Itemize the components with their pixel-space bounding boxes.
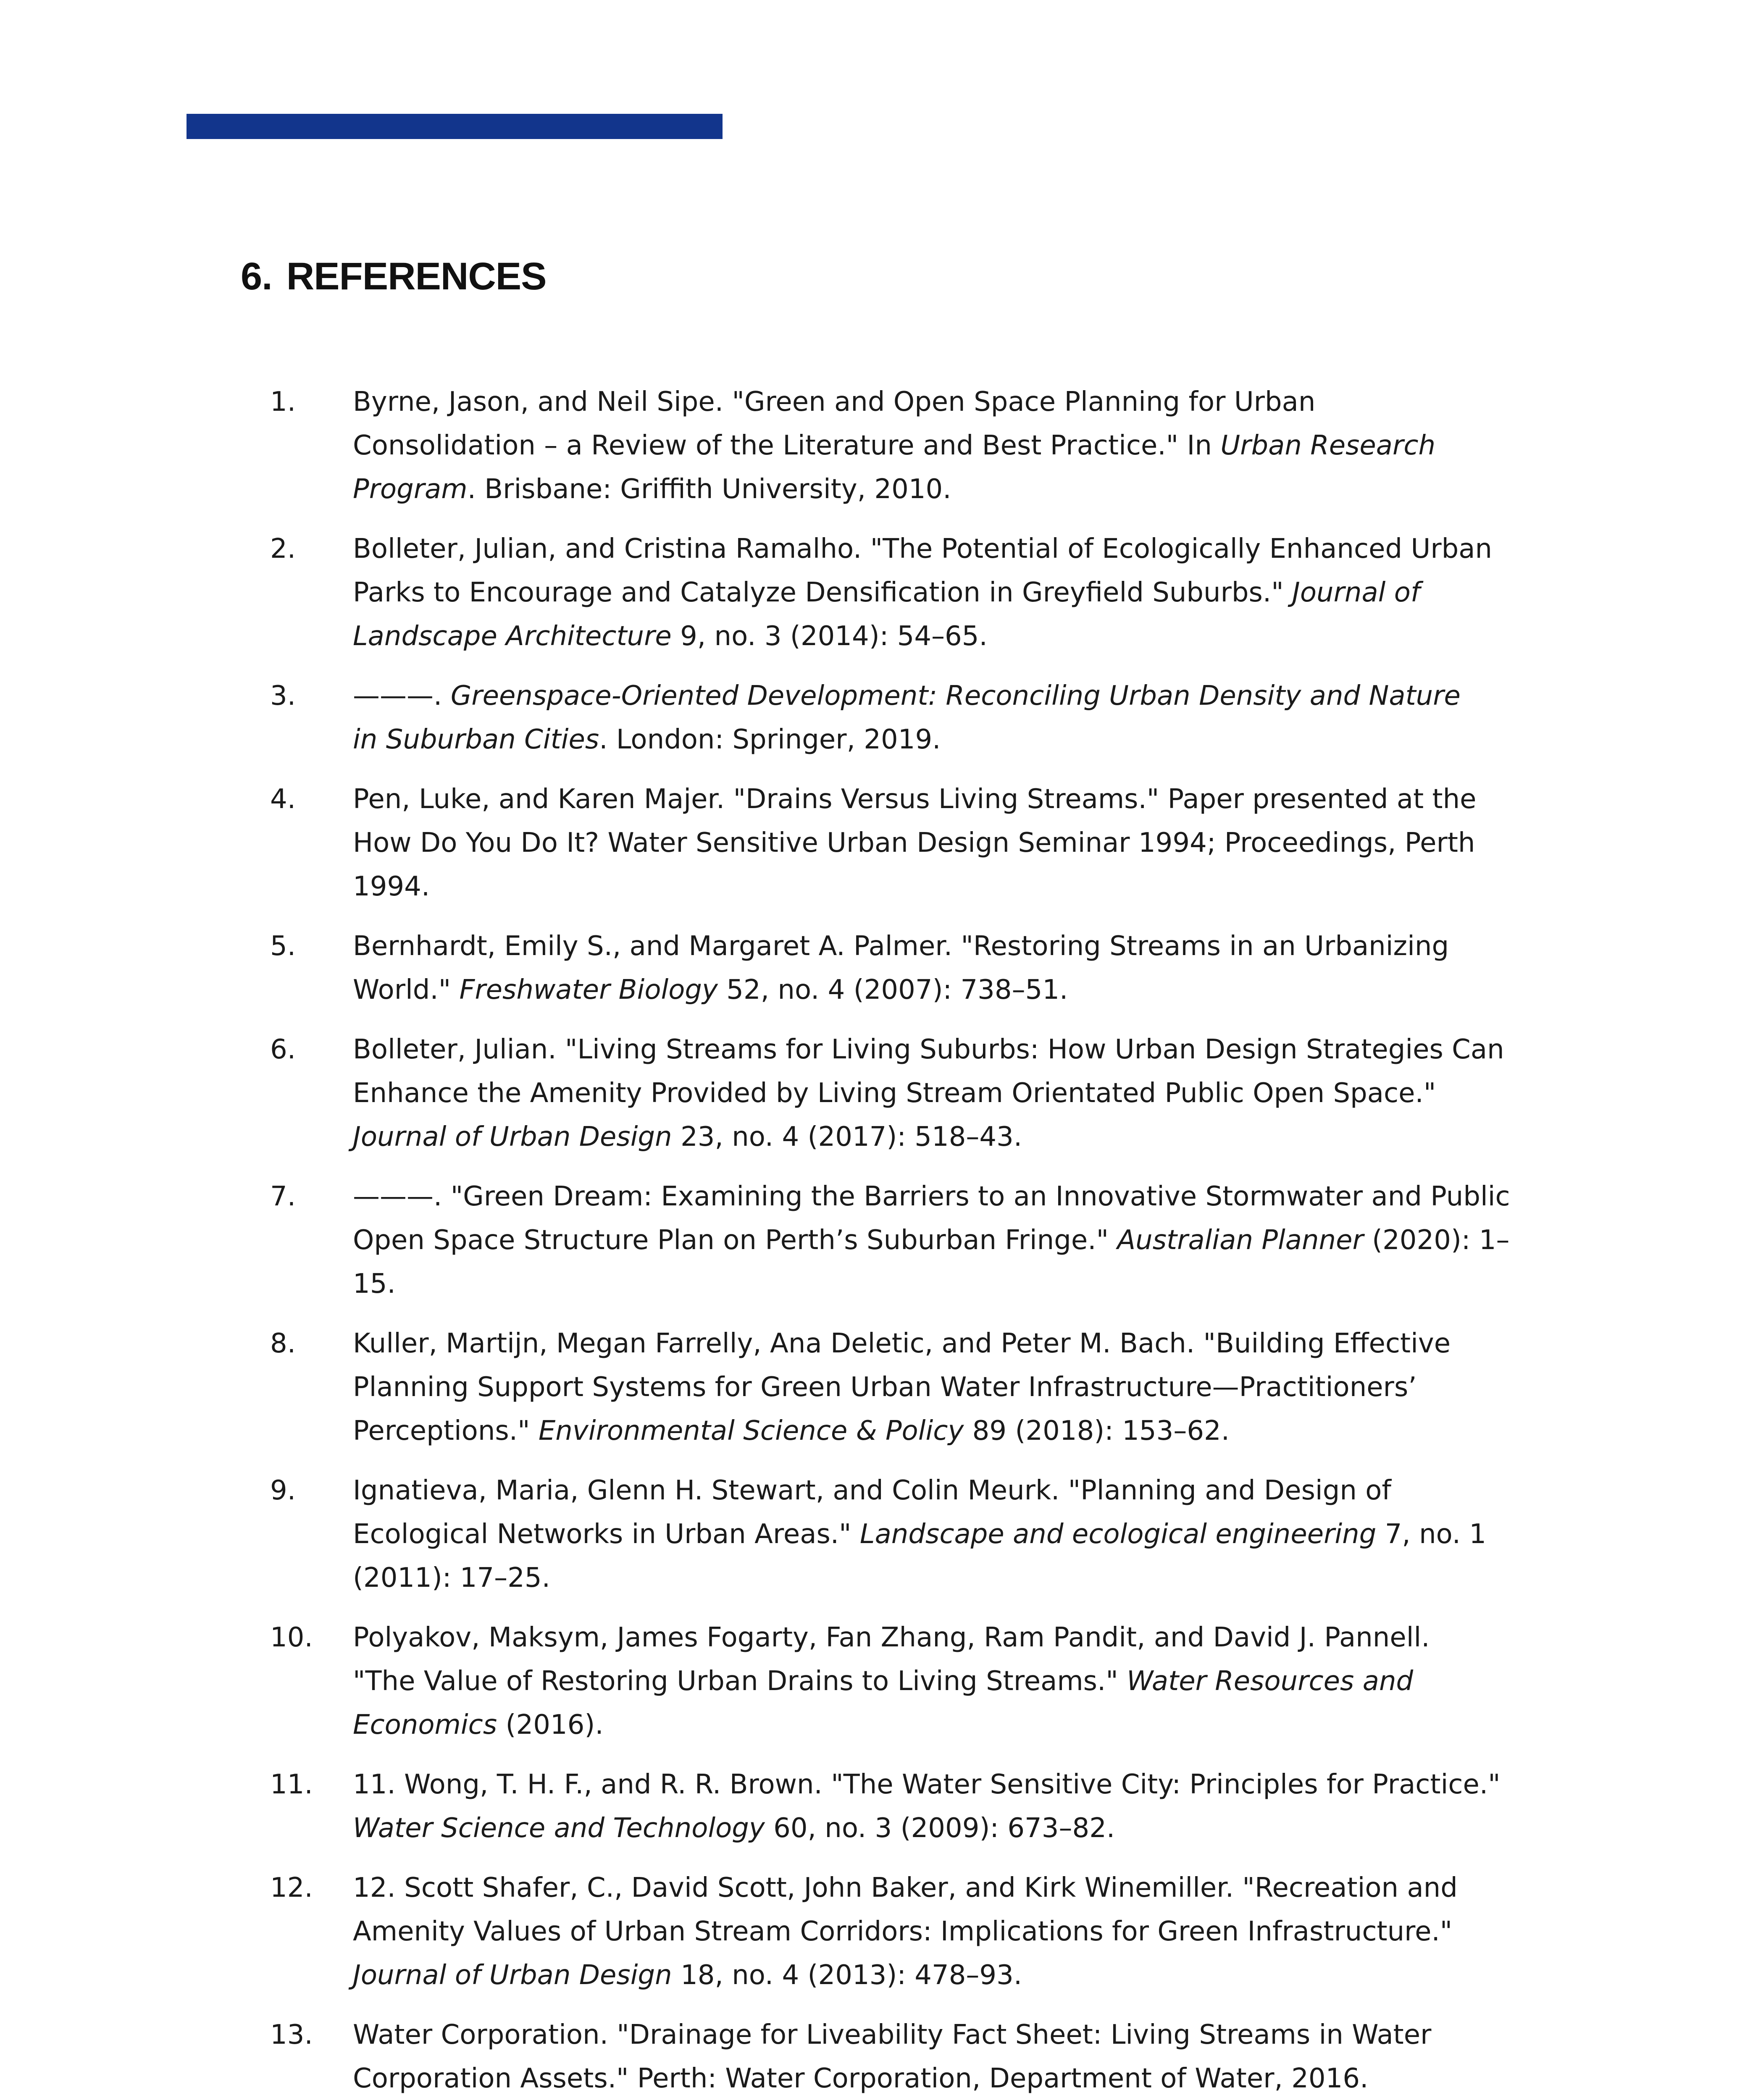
reference-italic-text: Journal of Urban Design — [353, 1960, 672, 1991]
reference-line — [353, 1365, 1417, 1409]
reference-text: Bernhardt, Emily S., and Margaret A. Palmer. "Restoring Streams in an Urbanizing — [353, 931, 1449, 962]
reference-text: Bolleter, Julian, and Cristina Ramalho. "The Potential of Ecologically Enhanced Urban — [353, 533, 1493, 564]
reference-number: 3. — [270, 680, 296, 711]
reference-line — [353, 571, 1420, 614]
reference-italic-text: Landscape and ecological engineering — [859, 1519, 1377, 1550]
reference-line — [353, 1910, 1452, 1953]
reference-line — [353, 1469, 1391, 1512]
reference-text: Byrne, Jason, and Neil Sipe. "Green and Open Space Planning for Urban — [353, 386, 1316, 417]
reference-text: Parks to Encourage and Catalyze Densification in Greyfield Suburbs." — [353, 577, 1292, 608]
reference-text: 1994. — [353, 871, 430, 902]
reference-text: How Do You Do It? Water Sensitive Urban Design Seminar 1994; Proceedings, Perth — [353, 827, 1475, 858]
reference-text: . Brisbane: Griffith University, 2010. — [467, 474, 951, 505]
reference-text: Corporation Assets." Perth: Water Corporation, Department of Water, 2016. — [353, 2063, 1369, 2094]
reference-text: 11. Wong, T. H. F., and R. R. Brown. "The Water Sensitive City: Principles for Practice." — [353, 1769, 1500, 1800]
reference-number: 10. — [270, 1622, 313, 1653]
reference-line — [353, 467, 951, 511]
reference-text: Amenity Values of Urban Stream Corridors: Implications for Green Infrastructure." — [353, 1916, 1453, 1947]
reference-line — [353, 865, 430, 908]
reference-number: 12. — [270, 1872, 313, 1903]
reference-text: Planning Support Systems for Green Urban Water Infrastructure—Practitioners’ — [353, 1372, 1417, 1403]
reference-italic-text: Journal of Urban Design — [353, 1121, 672, 1152]
reference-text: 52, no. 4 (2007): 738–51. — [717, 974, 1068, 1005]
reference-italic-text: Landscape Architecture — [353, 621, 672, 652]
reference-text: (2020): 1– — [1363, 1225, 1510, 1256]
reference-line — [353, 777, 1477, 821]
reference-text: 89 (2018): 153–62. — [964, 1415, 1230, 1446]
reference-line — [353, 1616, 1430, 1659]
reference-italic-text: Economics — [353, 1709, 497, 1740]
reference-text: (2016). — [497, 1709, 604, 1740]
section-title: REFERENCES — [286, 255, 547, 298]
reference-line — [353, 1262, 396, 1306]
reference-line — [353, 821, 1475, 865]
header-accent-bar — [187, 114, 723, 139]
reference-text: Polyakov, Maksym, James Fogarty, Fan Zhang, Ram Pandit, and David J. Pannell. — [353, 1622, 1430, 1653]
reference-text: Kuller, Martijn, Megan Farrelly, Ana Deletic, and Peter M. Bach. "Building Effective — [353, 1328, 1451, 1359]
reference-text: Pen, Luke, and Karen Majer. "Drains Versus Living Streams." Paper presented at the — [353, 784, 1477, 815]
reference-line — [353, 1512, 1486, 1556]
reference-line — [353, 1028, 1504, 1071]
reference-italic-text: Freshwater Biology — [459, 974, 718, 1005]
reference-line — [353, 614, 988, 658]
reference-text: (2011): 17–25. — [353, 1562, 550, 1593]
reference-number: 4. — [270, 784, 296, 815]
reference-line — [353, 1218, 1510, 1262]
reference-number: 8. — [270, 1328, 296, 1359]
reference-text: 18, no. 4 (2013): 478–93. — [672, 1960, 1022, 1991]
reference-italic-text: in Suburban Cities — [353, 724, 599, 755]
reference-text: 7, no. 1 — [1376, 1519, 1487, 1550]
reference-text: Enhance the Amenity Provided by Living Stream Orientated Public Open Space." — [353, 1078, 1436, 1109]
reference-line — [353, 968, 1068, 1012]
reference-line — [353, 924, 1449, 968]
reference-text: 15. — [353, 1268, 396, 1299]
reference-number: 13. — [270, 2019, 313, 2050]
reference-line — [353, 424, 1435, 467]
reference-italic-text: Journal of — [1292, 577, 1420, 608]
reference-line — [353, 1953, 1022, 1997]
reference-number: 11. — [270, 1769, 313, 1800]
reference-text: Consolidation – a Review of the Literature and Best Practice." In — [353, 430, 1221, 461]
reference-number: 6. — [270, 1034, 296, 1065]
reference-italic-text: Program — [353, 474, 468, 505]
reference-text: Water Corporation. "Drainage for Liveability Fact Sheet: Living Streams in Water — [353, 2019, 1432, 2050]
reference-line — [353, 1556, 550, 1600]
reference-number: 2. — [270, 533, 296, 564]
reference-text: ———. "Green Dream: Examining the Barriers to an Innovative Stormwater and Public — [353, 1181, 1510, 1212]
reference-line — [353, 1763, 1500, 1806]
reference-text: Bolleter, Julian. "Living Streams for Living Suburbs: How Urban Design Strategies Can — [353, 1034, 1504, 1065]
reference-italic-text: Water Resources and — [1127, 1666, 1414, 1697]
reference-number: 7. — [270, 1181, 296, 1212]
reference-line — [353, 674, 1461, 718]
reference-line — [353, 1866, 1458, 1910]
reference-line — [353, 1071, 1436, 1115]
reference-line — [353, 1322, 1451, 1365]
reference-italic-text: Australian Planner — [1117, 1225, 1364, 1256]
section-number: 6. — [241, 255, 272, 298]
reference-line — [353, 718, 941, 761]
reference-text: Perceptions." — [353, 1415, 539, 1446]
reference-text: Ecological Networks in Urban Areas." — [353, 1519, 860, 1550]
reference-text: "The Value of Restoring Urban Drains to Living Streams." — [353, 1666, 1127, 1697]
reference-line — [353, 1703, 604, 1747]
reference-text: 12. Scott Shafer, C., David Scott, John Baker, and Kirk Winemiller. "Recreation and — [353, 1872, 1458, 1903]
reference-line — [353, 1659, 1413, 1703]
reference-italic-text: Urban Research — [1220, 430, 1436, 461]
reference-italic-text: Water Science and Technology — [353, 1813, 765, 1844]
reference-italic-text: Greenspace-Oriented Development: Reconciling Urban Density and Nature — [450, 680, 1461, 711]
reference-line — [353, 1806, 1115, 1850]
reference-text: 60, no. 3 (2009): 673–82. — [765, 1813, 1115, 1844]
reference-text: 23, no. 4 (2017): 518–43. — [672, 1121, 1022, 1152]
reference-number: 1. — [270, 386, 296, 417]
reference-line — [353, 1175, 1510, 1218]
reference-text: ———. — [353, 680, 451, 711]
reference-number: 5. — [270, 931, 296, 962]
reference-text: . London: Springer, 2019. — [599, 724, 941, 755]
reference-line — [353, 2057, 1368, 2100]
reference-line — [353, 380, 1315, 424]
reference-italic-text: Environmental Science & Policy — [538, 1415, 964, 1446]
reference-text: 9, no. 3 (2014): 54–65. — [671, 621, 988, 652]
section-heading — [241, 255, 547, 299]
reference-text: World." — [353, 974, 460, 1005]
reference-number: 9. — [270, 1475, 296, 1506]
reference-line — [353, 527, 1492, 571]
reference-line — [353, 1409, 1230, 1453]
reference-line — [353, 1115, 1022, 1159]
reference-text: Open Space Structure Plan on Perth’s Suburban Fringe." — [353, 1225, 1117, 1256]
reference-text: Ignatieva, Maria, Glenn H. Stewart, and Colin Meurk. "Planning and Design of — [353, 1475, 1391, 1506]
reference-line — [353, 2013, 1431, 2057]
